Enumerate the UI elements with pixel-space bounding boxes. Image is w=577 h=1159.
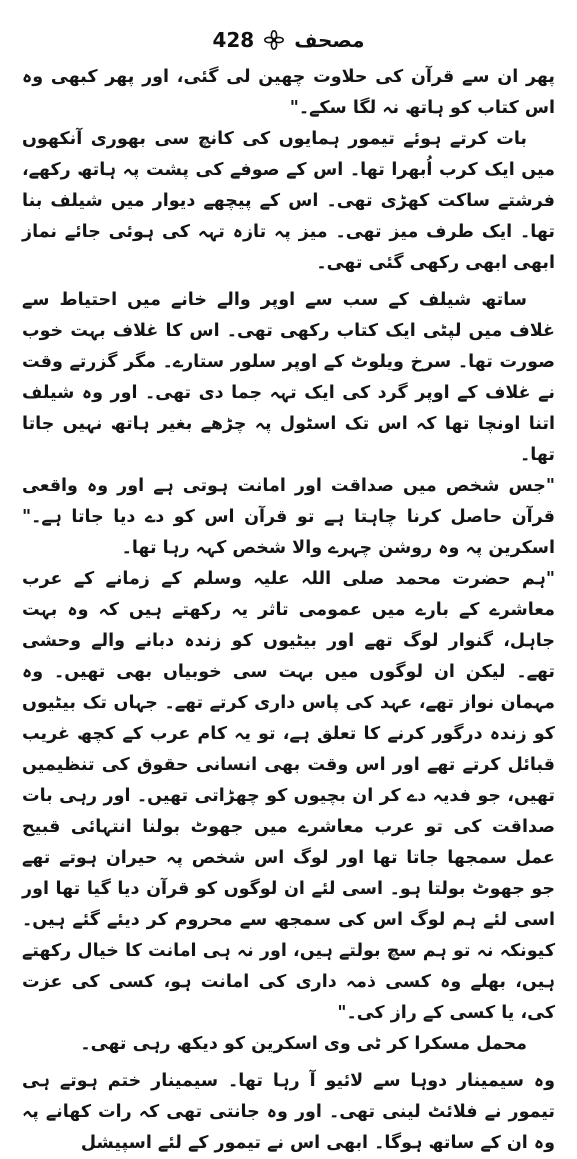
paragraph-6: محمل مسکرا کر ٹی وی اسکرین کو دیکھ رہی تھی۔ — [80, 1034, 527, 1054]
page-header — [22, 18, 555, 62]
paragraph-4: "جس شخص میں صداقت اور امانت ہوتی ہے اور وہ واقعی قرآن حاصل کرنا چاہتا ہے تو قرآن اس کو دے دیا جاتا ہے۔" اسکرین پہ وہ روشن چہرے والا شخص کہہ رہا تھا۔ — [22, 476, 555, 558]
flower-ornament-icon — [264, 30, 284, 50]
paragraph-2: بات کرتے ہوئے تیمور ہمایوں کی کانچ سی بھوری آنکھوں میں ایک کرب اُبھرا تھا۔ اس کے صوفے کی پشت پہ ہاتھ رکھے، فرشتے ساکت کھڑی تھی۔ اس کے پیچھے دیوار میں شیلف بنا تھا۔ ایک طرف میز تھی۔ میز پہ تازہ تہہ کی ہوئی جائے نماز ابھی ابھی رکھی گئی تھی۔ — [22, 129, 555, 273]
running-title: مصحف — [294, 28, 365, 52]
paragraph-7: وہ سیمینار دوہا سے لائیو آ رہا تھا۔ سیمینار ختم ہوتے ہی تیمور نے فلائٹ لینی تھی۔ اور وہ جانتی تھی کہ رات کھانے پہ وہ ان کے ساتھ ہوگا۔ ابھی اس نے تیمور کے لئے اسپیشل — [22, 1071, 555, 1153]
paragraph-3: ساتھ شیلف کے سب سے اوپر والے خانے میں احتیاط سے غلاف میں لپٹی ایک کتاب رکھی تھی۔ اس کا غلاف بہت خوب صورت تھا۔ سرخ ویلوٹ کے اوپر سلور ستارے۔ مگر گزرتے وقت نے غلاف کے اوپر گرد کی ایک تہہ جما دی تھی۔ اور وہ شیلف اتنا اونچا تھا کہ اس تک اسٹول پہ چڑھے بغیر ہاتھ نہیں جاتا تھا۔ — [22, 290, 555, 465]
body-text — [22, 62, 555, 1159]
page-number: 428 — [212, 28, 255, 52]
paragraph-5: "ہم حضرت محمد صلی اللہ علیہ وسلم کے زمانے کے عرب معاشرے کے بارے میں عمومی تاثر یہ رکھتے ہیں کہ وہ بہت جاہل، گنوار لوگ تھے اور بیٹیوں کو زندہ دبانے والے وحشی تھے۔ لیکن ان لوگوں میں بہت سی خوبیاں بھی تھیں۔ وہ مہمان نواز تھے، عہد کی پاس داری کرتے تھے۔ جہاں تک بیٹیوں کو زندہ درگور کرنے کا تعلق ہے، تو یہ کام عرب کے کچھ غریب قبائل کرتے تھے اور اس وقت بھی انسانی حقوق کی تنظیمیں تھیں، جو فدیہ دے کر ان بچیوں کو چھڑاتی تھیں۔ اور رہی بات صداقت کی تو عرب معاشرے میں جھوٹ بولنا انتہائی قبیح عمل سمجھا جاتا تھا اور لوگ اس شخص پہ حیران ہوتے تھے جو جھوٹ بولتا ہو۔ اسی لئے ان لوگوں کو قرآن دیا گیا تھا اور اسی لئے ہم لوگ اس کی سمجھ سے محروم کر دیئے گئے ہیں۔ کیونکہ نہ تو ہم سچ بولتے ہیں، اور نہ ہی امانت کا خیال رکھتے ہیں، بھلے وہ کسی ذمہ داری کی امانت ہو، کسی کی عزت کی، یا کسی کے راز کی۔" — [22, 569, 555, 1023]
paragraph-1: پھر ان سے قرآن کی حلاوت چھین لی گئی، اور پھر کبھی وہ اس کتاب کو ہاتھ نہ لگا سکے۔" — [22, 67, 555, 118]
